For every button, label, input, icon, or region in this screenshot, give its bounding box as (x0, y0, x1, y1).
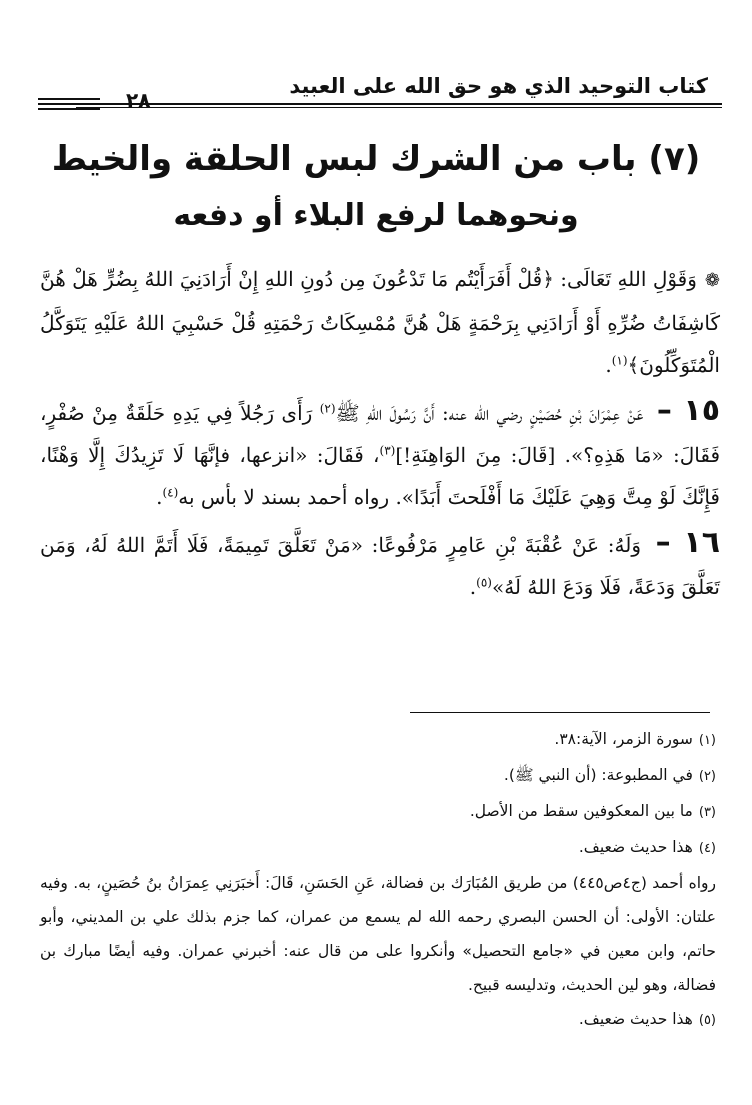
footnote-separator (410, 712, 710, 713)
footnote-ref: (٢) (319, 401, 336, 416)
hadith-15-part3: ، فَقَالَ: «انزعها، فإنَّهَا لَا تَزِيدُكَ إِلَّا وَهْنًا، فَإِنَّكَ لَوْ مِتَّ وَهِيَ عَلَيْكَ مَا أَفْلَحتَ أَبَدًا». رواه أحمد بسند لا بأس به (40, 443, 720, 509)
hadith-16-text: وَلَهُ: عَنْ عُقْبَةَ بْنِ عَامِرٍ مَرْفُوعًا: «مَنْ تَعَلَّقَ تَمِيمَةً، فَلَا أَتَمَّ اللهُ لَهُ، وَمَن تَعَلَّقَ وَدَعَةً، فَلَا وَدَعَ اللهُ لَهُ» (40, 533, 720, 599)
footnote-4-detail: رواه أحمد (ج٤ص٤٤٥) من طريق المُبَارَك بن فضالة، عَنِ الحَسَنِ، قَالَ: أَخبَرَنِي عِمرَانُ بنُ حُصَينٍ، به. وفيه علتان: الأولى: أن الحسن البصري رحمه الله لم يسمع من عمران، كما جزم بذلك علي بن المديني، وأبو حاتم، وابن معين في «جامع التحصيل» وأنكروا على من قال عنه: أخبرني عمران. وفيه أيضًا مبارك بن فضالة، وهو لين الحديث، وتدليسه قبيح. (40, 874, 716, 994)
chapter-heading (40, 130, 712, 244)
hadith-15-part2: رَأَى رَجُلاً فِي يَدِهِ حَلَقَةٌ مِنْ صُفْرٍ، فَقَالَ: «مَا هَذِهِ؟». [قَالَ: مِنَ الوَاهِنَةِ!] (40, 401, 721, 467)
footnote-2: (٢)في المطبوعة: (أن النبي ﷺ). (503, 766, 716, 784)
hadith-16: ١٦ – وَلَهُ: عَنْ عُقْبَةَ بْنِ عَامِرٍ مَرْفُوعًا: «مَنْ تَعَلَّقَ تَمِيمَةً، فَلَا أَتَمَّ اللهُ لَهُ، وَمَن تَعَلَّقَ وَدَعَةً، فَلَا وَدَعَ اللهُ لَهُ»$^{(٥)}$. (40, 525, 721, 599)
main-text (40, 258, 720, 608)
footnote-ref: (٤) (162, 485, 179, 500)
page-number-bars (38, 98, 100, 113)
hadith-15-part1: عَنْ عِمْرَانَ بْنِ حُصَيْنٍ رضي الله عنه: أَنَّ رَسُولَ اللهِ ﷺ (335, 401, 644, 425)
header-rule-thin (76, 107, 722, 108)
footnote-1: (١)سورة الزمر، الآية:٣٨. (554, 730, 716, 748)
running-header (42, 74, 722, 118)
page-number: ٢٨ (126, 88, 151, 112)
footnote-3: (٣)ما بين المعكوفين سقط من الأصل. (469, 802, 716, 820)
footnote-ref: (٥) (476, 575, 492, 590)
hadith-15: ١٥ – عَنْ عِمْرَانَ بْنِ حُصَيْنٍ رضي الله عنه: أَنَّ رَسُولَ اللهِ ﷺ$^{(٢)}$ رَأَى رَجُلاً فِي يَدِهِ حَلَقَةٌ مِنْ صُفْرٍ، فَقَالَ: «مَا هَذِهِ؟». [قَالَ: مِنَ الوَاهِنَةِ!]$^{(٣)}$، فَقَالَ: «انزعها، فإنَّهَا لَا تَزِيدُكَ إِلَّا وَهْنًا، فَإِنَّكَ لَوْ مِتَّ وَهِيَ عَلَيْكَ مَا أَفْلَحتَ أَبَدًا». رواه أحمد بسند لا بأس به$^{(٤)}$. (40, 393, 721, 509)
header-rule (76, 103, 722, 105)
hadith-number: ١٦ – (655, 525, 721, 560)
flower-ornament-icon: ❁ (704, 270, 720, 291)
intro-text: وَقَوْلِ اللهِ تَعَالَى: ﴿قُلْ أَفَرَأَيْتُم مَا تَدْعُونَ مِن دُونِ اللهِ إِنْ أَرَادَنِيَ اللهُ بِضُرٍّ هَلْ هُنَّ كَاشِفَاتُ ضُرِّهِ أَوْ أَرَادَنِي بِرَحْمَةٍ هَلْ هُنَّ مُمْسِكَاتُ رَحْمَتِهِ قُلْ حَسْبِيَ اللهُ عَلَيْهِ يَتَوَكَّلُ الْمُتَوَكِّلُونَ﴾ (40, 267, 720, 377)
hadith-number: ١٥ – (656, 393, 721, 428)
intro-paragraph: ❁وَقَوْلِ اللهِ تَعَالَى: ﴿قُلْ أَفَرَأَيْتُم مَا تَدْعُونَ مِن دُونِ اللهِ إِنْ أَرَادَنِيَ اللهُ بِضُرٍّ هَلْ هُنَّ كَاشِفَاتُ ضُرِّهِ أَوْ أَرَادَنِي بِرَحْمَةٍ هَلْ هُنَّ مُمْسِكَاتُ رَحْمَتِهِ قُلْ حَسْبِيَ اللهُ عَلَيْهِ يَتَوَكَّلُ الْمُتَوَكِّلُونَ﴾$^{(١)}$. (40, 267, 720, 377)
footnote-5: (٥)هذا حديث ضعيف. (578, 1010, 716, 1028)
footnote-ref: (٣) (379, 443, 396, 458)
footnote-4: (٤)هذا حديث ضعيف. (578, 838, 716, 856)
chapter-title-line2: ونحوهما لرفع البلاء أو دفعه (173, 198, 579, 233)
chapter-title-line1: (٧) باب من الشرك لبس الحلقة والخيط (51, 139, 701, 179)
book-title: كتاب التوحيد الذي هو حق الله على العبيد (289, 74, 708, 98)
footnotes (40, 722, 716, 1038)
footnote-ref: (١) (611, 353, 628, 368)
